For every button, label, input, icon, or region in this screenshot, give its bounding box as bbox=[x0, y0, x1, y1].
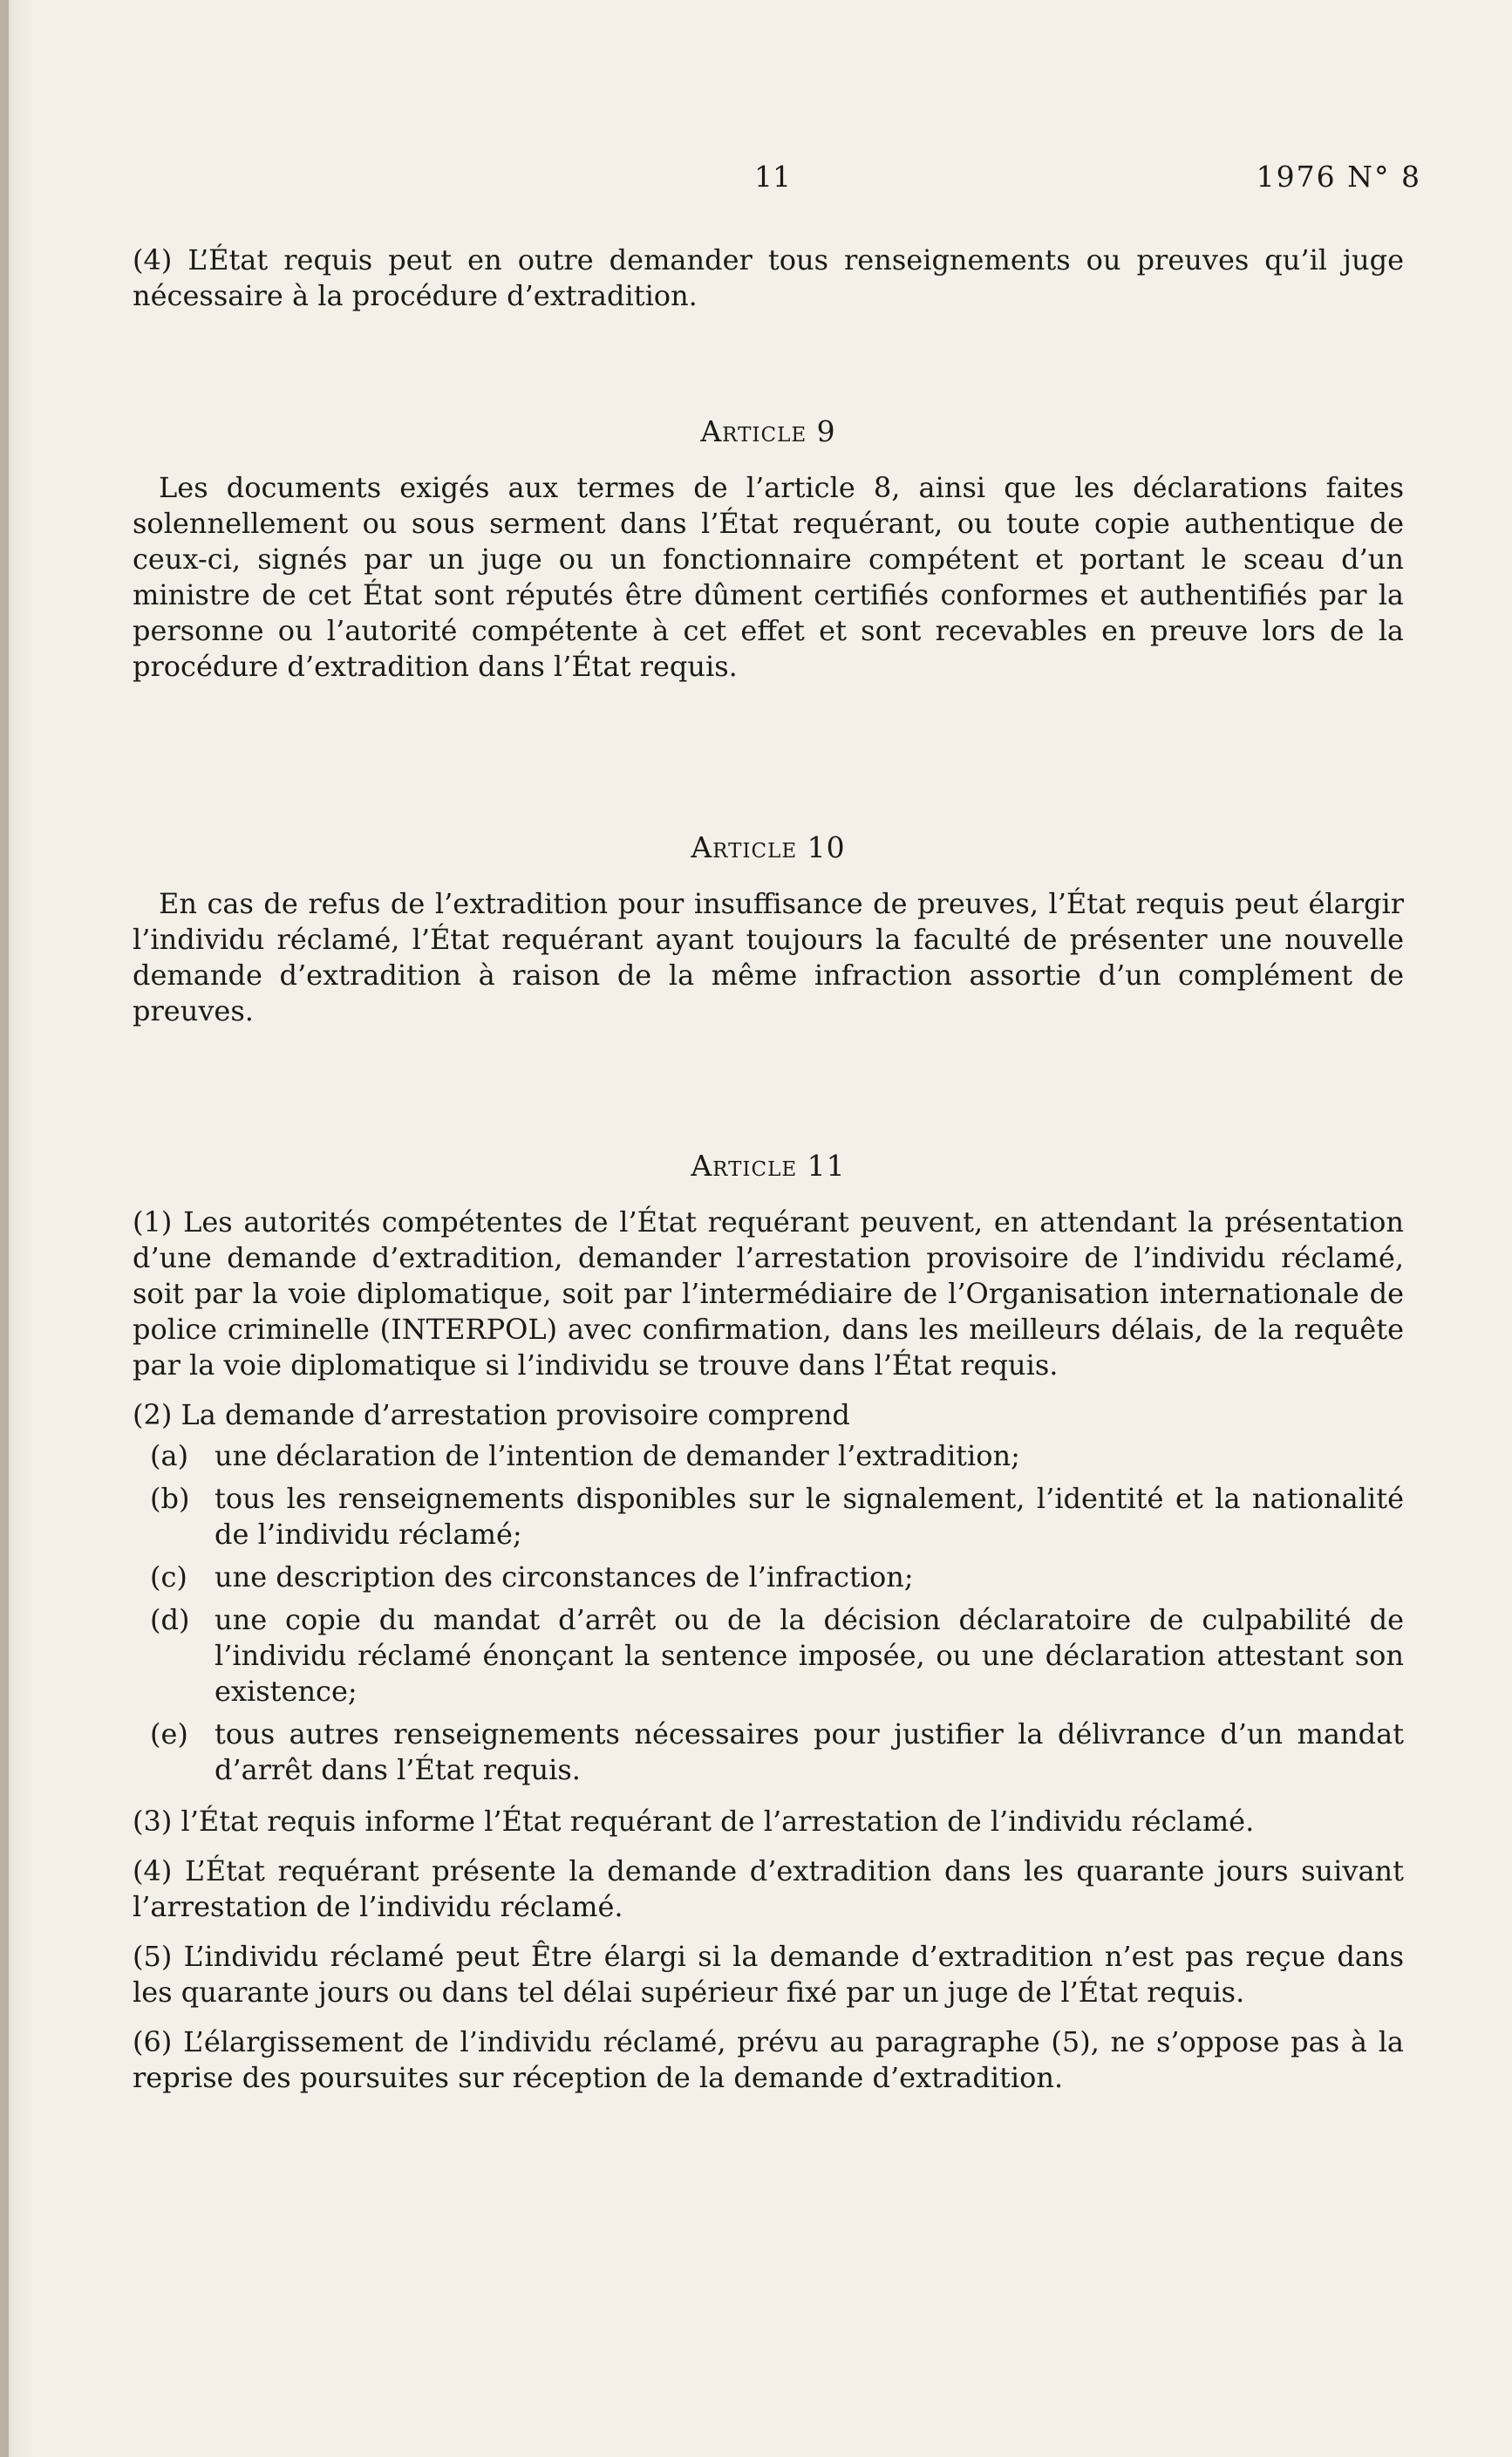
list-item-text: une description des circonstances de l’infraction; bbox=[215, 1560, 914, 1594]
list-item-letter: (b) bbox=[150, 1482, 190, 1515]
article-11-paragraph-6: (6) L’élargissement de l’individu réclamé, prévu au paragraphe (5), ne s’oppose pas à la reprise des poursuites sur réception de la demande d’extradition. bbox=[133, 2025, 1404, 2094]
article-9-heading: Article 9 bbox=[700, 414, 836, 448]
article-11-paragraph-1: (1) Les autorités compétentes de l’État requérant peuvent, en attendant la présentation d’une demande d’extradition, demander l’arrestation provisoire de l’individu réclamé, soit par la voie diplomatique, soit par l’intermédiaire de l’Organisation internationale de police criminelle (INTERPOL) avec confirmation, dans les meilleurs délais, de la requête par la voie diplomatique si l’individu se trouve dans l’État requis. bbox=[133, 1205, 1404, 1382]
list-item bbox=[133, 1716, 1404, 1788]
list-item bbox=[133, 1481, 1404, 1553]
page-content bbox=[133, 242, 1404, 2110]
list-item-text: tous autres renseignements nécessaires pour justifier la délivrance d’un mandat d’arrêt dans l’État requis. bbox=[215, 1717, 1404, 1786]
list-item-text: une déclaration de l’intention de demander l’extradition; bbox=[215, 1439, 1020, 1472]
provisional-arrest-list bbox=[133, 1438, 1404, 1788]
list-item-letter: (a) bbox=[150, 1439, 189, 1472]
running-head bbox=[87, 160, 1421, 195]
paragraph-4-top: (4) L’État requis peut en outre demander tous renseignements ou preuves qu’il juge nécessaire à la procédure d’extradition. bbox=[133, 243, 1404, 312]
list-item bbox=[133, 1602, 1404, 1710]
article-11-paragraph-2-intro: (2) La demande d’arrestation provisoire comprend bbox=[133, 1398, 850, 1431]
page-number: 11 bbox=[754, 160, 791, 194]
list-item-letter: (d) bbox=[150, 1603, 190, 1636]
article-11-paragraph-5: (5) L’individu réclamé peut Être élargi si la demande d’extradition n’est pas reçue dans les quarante jours ou dans tel délai supérieur fixé par un juge de l’État requis. bbox=[133, 1940, 1404, 2009]
list-item-text: une copie du mandat d’arrêt ou de la décision déclaratoire de culpabilité de l’individu réclamé énonçant la sentence imposée, ou une déclaration attestant son existence; bbox=[215, 1603, 1404, 1708]
article-11-paragraph-4: (4) L’État requérant présente la demande d’extradition dans les quarante jours suivant l’arrestation de l’individu réclamé. bbox=[133, 1854, 1404, 1923]
list-item-letter: (c) bbox=[150, 1560, 187, 1594]
article-11-heading: Article 11 bbox=[691, 1149, 846, 1183]
year-number: 1976 N° 8 bbox=[1256, 160, 1421, 194]
article-10-heading: Article 10 bbox=[691, 830, 846, 864]
binding-edge bbox=[0, 0, 9, 2457]
list-item bbox=[133, 1438, 1404, 1474]
list-item bbox=[133, 1560, 1404, 1595]
list-item-letter: (e) bbox=[150, 1717, 188, 1751]
article-11-paragraph-3: (3) l’État requis informe l’État requérant de l’arrestation de l’individu réclamé. bbox=[133, 1805, 1255, 1838]
list-item-text: tous les renseignements disponibles sur le signalement, l’identité et la nationalité de l’individu réclamé; bbox=[215, 1482, 1404, 1551]
article-10-text: En cas de refus de l’extradition pour insuffisance de preuves, l’État requis peut élargir l’individu réclamé, l’État requérant ayant toujours la faculté de présenter une nouvelle demande d’extradition à raison de la même infraction assortie d’un complément de preuves. bbox=[133, 887, 1404, 1027]
article-9-text: Les documents exigés aux termes de l’article 8, ainsi que les déclarations faites solennellement ou sous serment dans l’État requérant, ou toute copie authentique de ceux-ci, signés par un juge ou un fonctionnaire compétent et portant le sceau d’un ministre de cet État sont réputés être dûment certifiés conformes et authentifiés par la personne ou l’autorité compétente à cet effet et sont recevables en preuve lors de la procédure d’extradition dans l’État requis. bbox=[133, 471, 1404, 683]
